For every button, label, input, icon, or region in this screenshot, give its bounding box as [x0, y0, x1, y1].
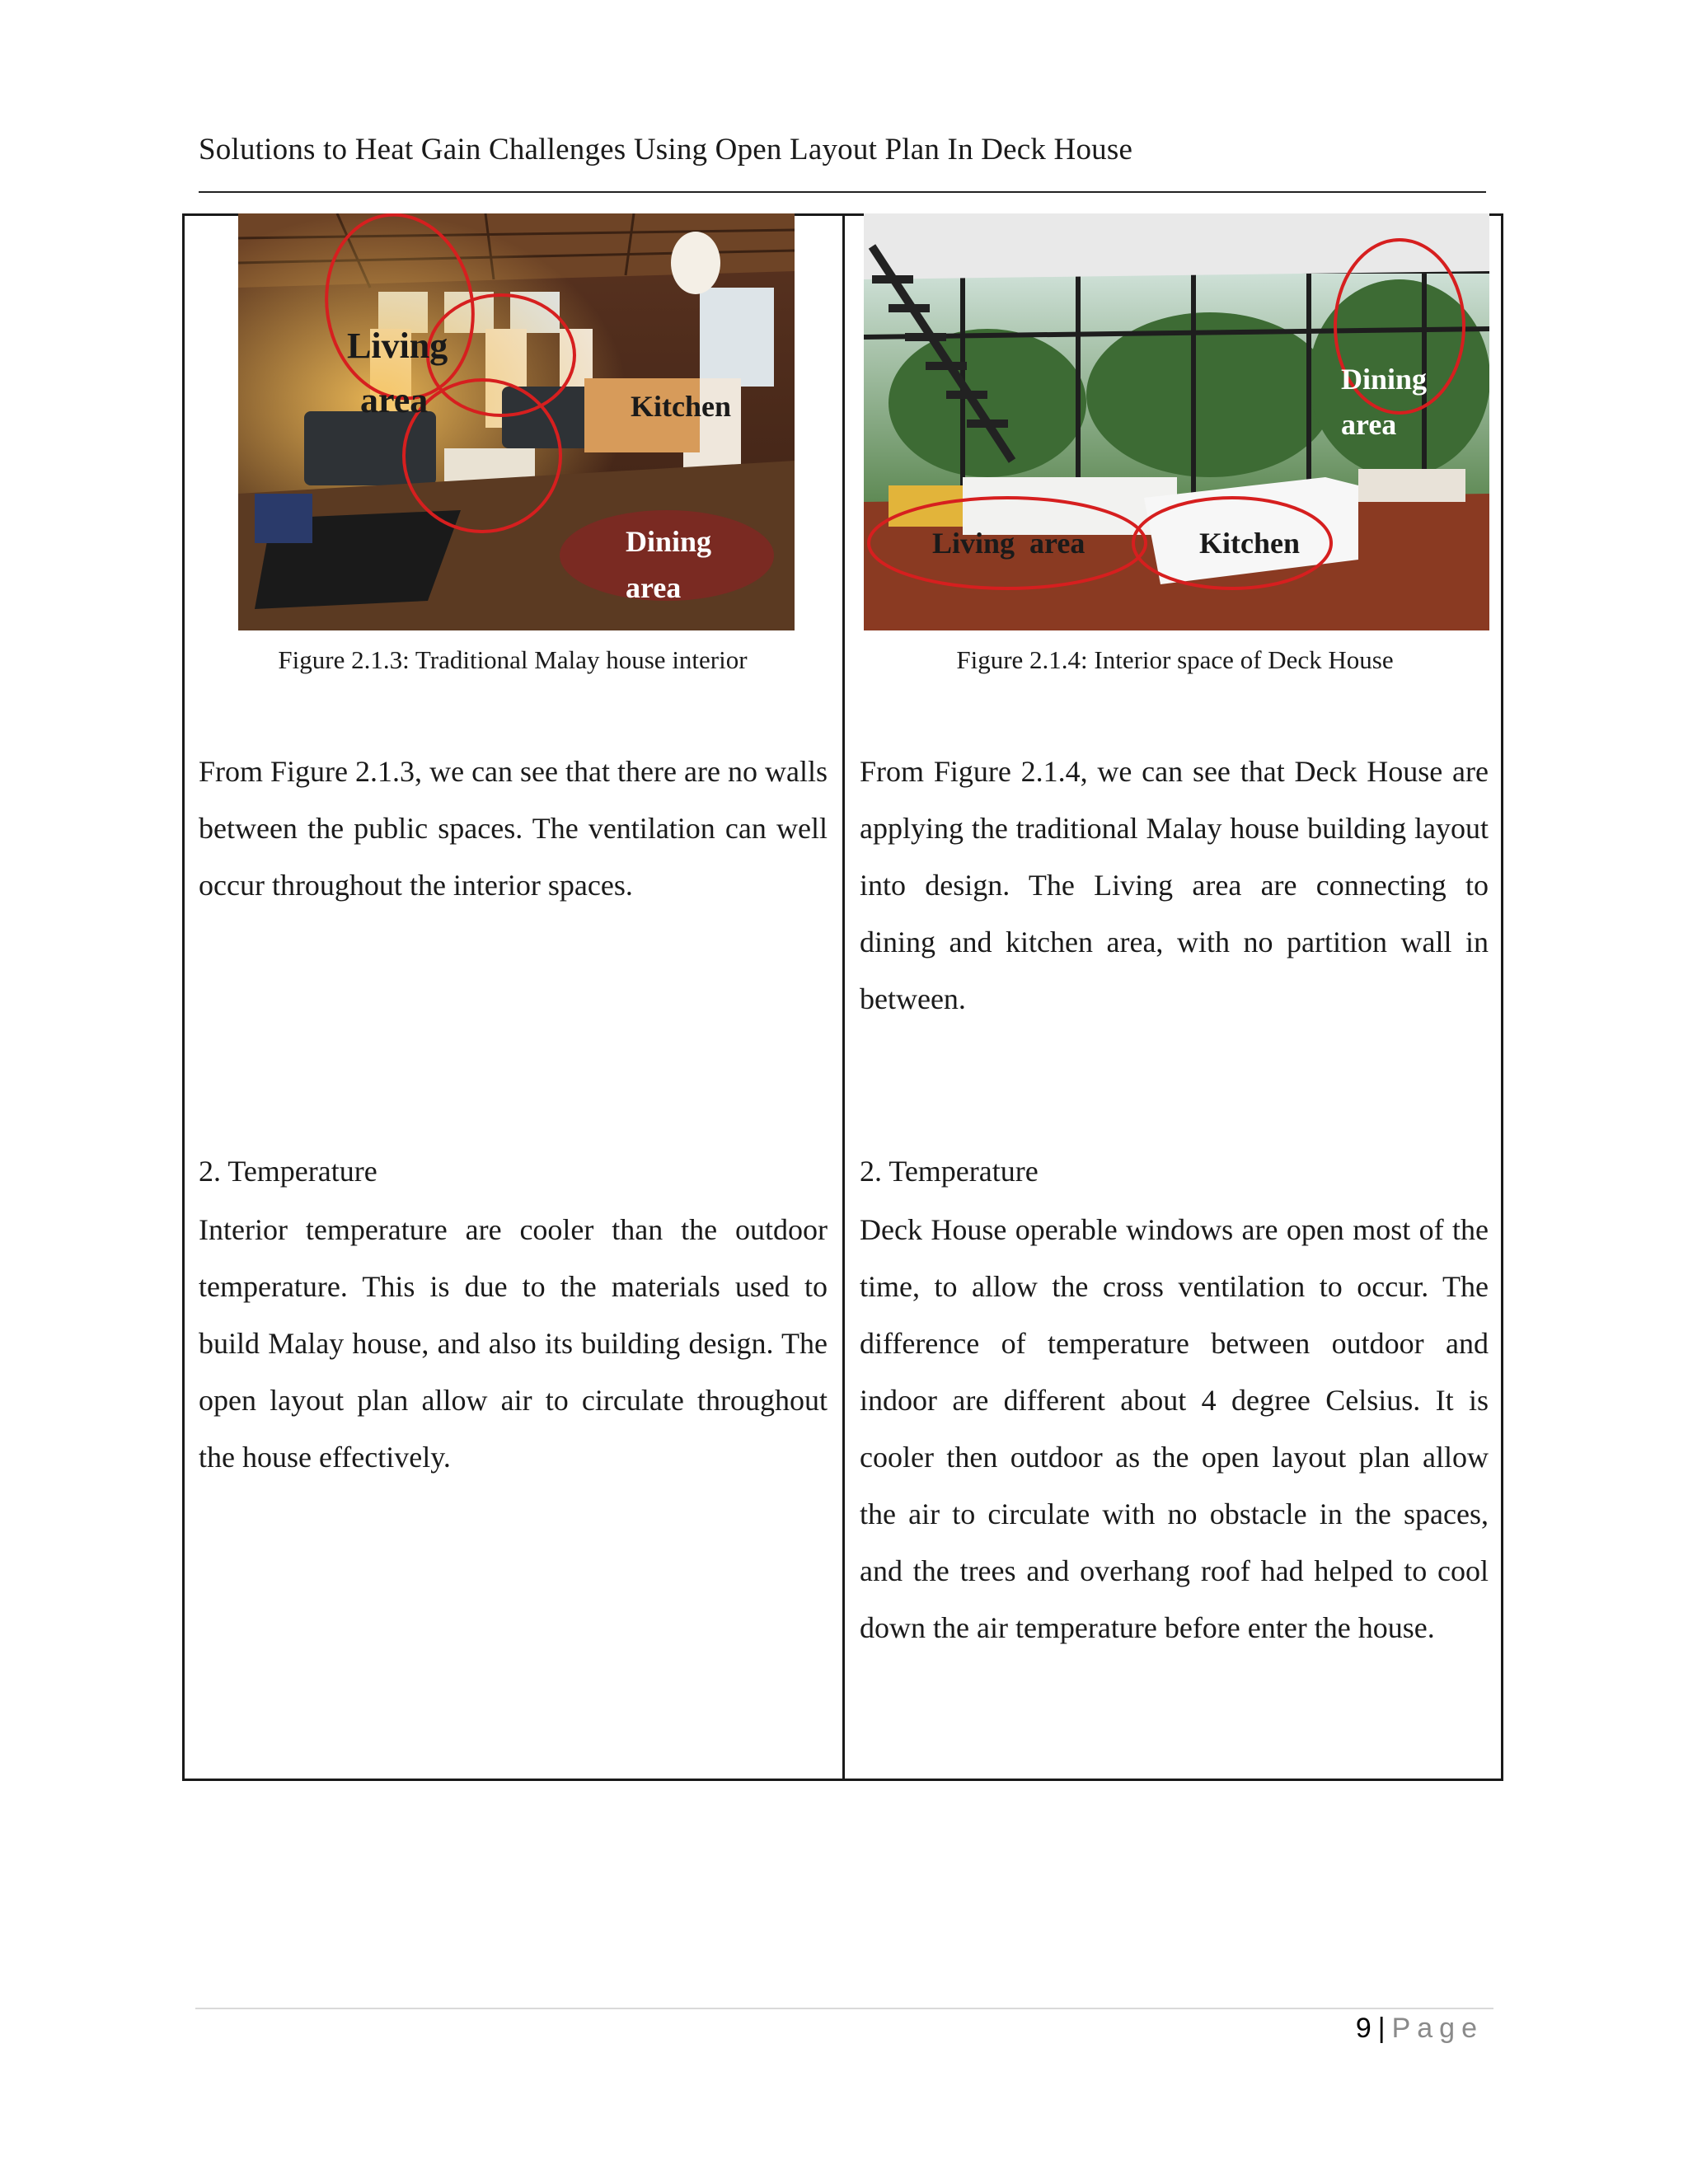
figure-caption-left: Figure 2.1.3: Traditional Malay house interior [278, 645, 748, 674]
right-paragraph-1: From Figure 2.1.4, we can see that Deck House are applying the traditional Malay house building layout into design. The Living area are connecting to dining and kitchen area, with no partition wall in between. [860, 755, 1489, 1015]
page-header-title: Solutions to Heat Gain Challenges Using Open Layout Plan In Deck House [199, 133, 1133, 166]
label-living-area: area [360, 380, 429, 420]
left-paragraph-2: Interior temperature are cooler than the outdoor temperature. This is due to the materials used to build Malay house, and also its building design. The open layout plan allow air to circulate throughout the house effectively. [199, 1213, 828, 1474]
table-column-divider [842, 213, 845, 1781]
page-footer [1356, 2013, 1484, 2045]
footer-divider [195, 2008, 1493, 2009]
label-living: Living [347, 326, 448, 366]
label-kitchen: Kitchen [1199, 527, 1300, 560]
right-paragraph-2: Deck House operable windows are open most of the time, to allow the cross ventilation to occur. The difference of temperature between outdoor and indoor are different about 4 degree Celsius. It is cooler then outdoor as the open layout plan allow the air to circulate with no obstacle in the spaces, and the trees and overhang roof had helped to cool down the air temperature before enter the house. [860, 1213, 1489, 1644]
right-section-title: 2. Temperature [860, 1155, 1039, 1188]
header-divider [199, 191, 1486, 193]
label-dining-area: area [626, 571, 682, 604]
page-number: 9 [1355, 2013, 1372, 2044]
kitchen-circle [428, 295, 574, 415]
page-label: Page [1391, 2013, 1484, 2044]
label-dining: Dining [1341, 363, 1428, 396]
figure-caption-right: Figure 2.1.4: Interior space of Deck House [956, 645, 1394, 674]
label-living-area: Living area [932, 527, 1085, 560]
label-dining-area: area [1341, 408, 1397, 441]
label-kitchen: Kitchen [631, 390, 731, 423]
footer-separator: | [1377, 2013, 1386, 2044]
left-section-title: 2. Temperature [199, 1155, 377, 1188]
label-dining: Dining [626, 525, 712, 558]
left-paragraph-1: From Figure 2.1.3, we can see that there are no walls between the public spaces. The ventilation can well occur throughout the interior spaces. [199, 755, 828, 902]
